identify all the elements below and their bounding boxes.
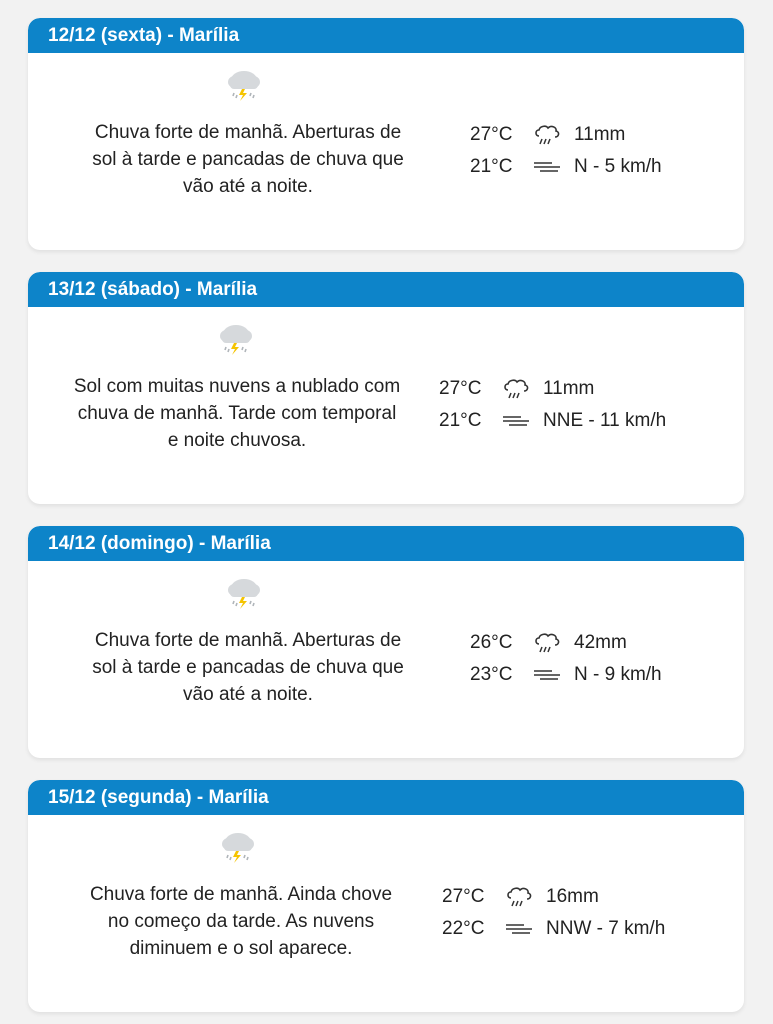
forecast-description: Sol com muitas nuvens a nublado com chuva de manhã. Tarde com temporal e noite chuvosa. <box>73 376 401 451</box>
wind-icon <box>532 155 562 179</box>
temp-min: 22°C <box>442 918 485 939</box>
rain-amount: 16mm <box>546 886 599 907</box>
forecast-stats <box>439 373 666 437</box>
stat-row-max <box>470 119 662 151</box>
forecast-card-header: 15/12 (segunda) - Marília <box>28 780 744 815</box>
temp-max: 27°C <box>470 124 513 145</box>
wind-info: N - 5 km/h <box>574 156 662 177</box>
temp-max: 27°C <box>439 378 482 399</box>
rain-amount: 11mm <box>574 124 626 145</box>
temp-max: 27°C <box>442 886 485 907</box>
forecast-stats <box>470 119 662 183</box>
forecast-stats <box>470 627 662 691</box>
stat-row-min <box>470 151 662 183</box>
forecast-card-header: 14/12 (domingo) - Marília <box>28 526 744 561</box>
temp-min: 23°C <box>470 664 513 685</box>
forecast-stats <box>442 881 665 945</box>
stat-row-max <box>470 627 662 659</box>
wind-icon <box>501 409 531 433</box>
rain-cloud-icon <box>532 631 562 655</box>
stat-row-min <box>442 913 665 945</box>
stat-row-max <box>439 373 666 405</box>
storm-cloud-icon <box>222 62 266 106</box>
storm-cloud-icon <box>216 824 260 868</box>
forecast-description: Chuva forte de manhã. Aberturas de sol à tarde e pancadas de chuva que vão até a noite. <box>92 630 404 705</box>
forecast-card[interactable] <box>28 526 744 758</box>
forecast-card-header: 13/12 (sábado) - Marília <box>28 272 744 307</box>
forecast-description: Chuva forte de manhã. Ainda chove no começo da tarde. As nuvens diminuem e o sol aparece. <box>89 884 393 959</box>
wind-info: NNW - 7 km/h <box>546 918 666 939</box>
forecast-card[interactable] <box>28 272 744 504</box>
wind-info: N - 9 km/h <box>574 664 662 685</box>
forecast-card-header: 12/12 (sexta) - Marília <box>28 18 744 53</box>
stat-row-min <box>439 405 666 437</box>
wind-info: NNE - 11 km/h <box>543 410 667 431</box>
rain-cloud-icon <box>501 377 531 401</box>
rain-cloud-icon <box>504 885 534 909</box>
forecast-card[interactable] <box>28 18 744 250</box>
forecast-description: Chuva forte de manhã. Aberturas de sol à tarde e pancadas de chuva que vão até a noite. <box>92 122 404 197</box>
temp-min: 21°C <box>470 156 513 177</box>
rain-amount: 42mm <box>574 632 627 653</box>
forecast-card[interactable] <box>28 780 744 1012</box>
rain-amount: 11mm <box>543 378 595 399</box>
storm-cloud-icon <box>222 570 266 614</box>
stat-row-max <box>442 881 665 913</box>
wind-icon <box>532 663 562 687</box>
rain-cloud-icon <box>532 123 562 147</box>
storm-cloud-icon <box>214 316 258 360</box>
temp-min: 21°C <box>439 410 482 431</box>
temp-max: 26°C <box>470 632 513 653</box>
stat-row-min <box>470 659 662 691</box>
wind-icon <box>504 917 534 941</box>
